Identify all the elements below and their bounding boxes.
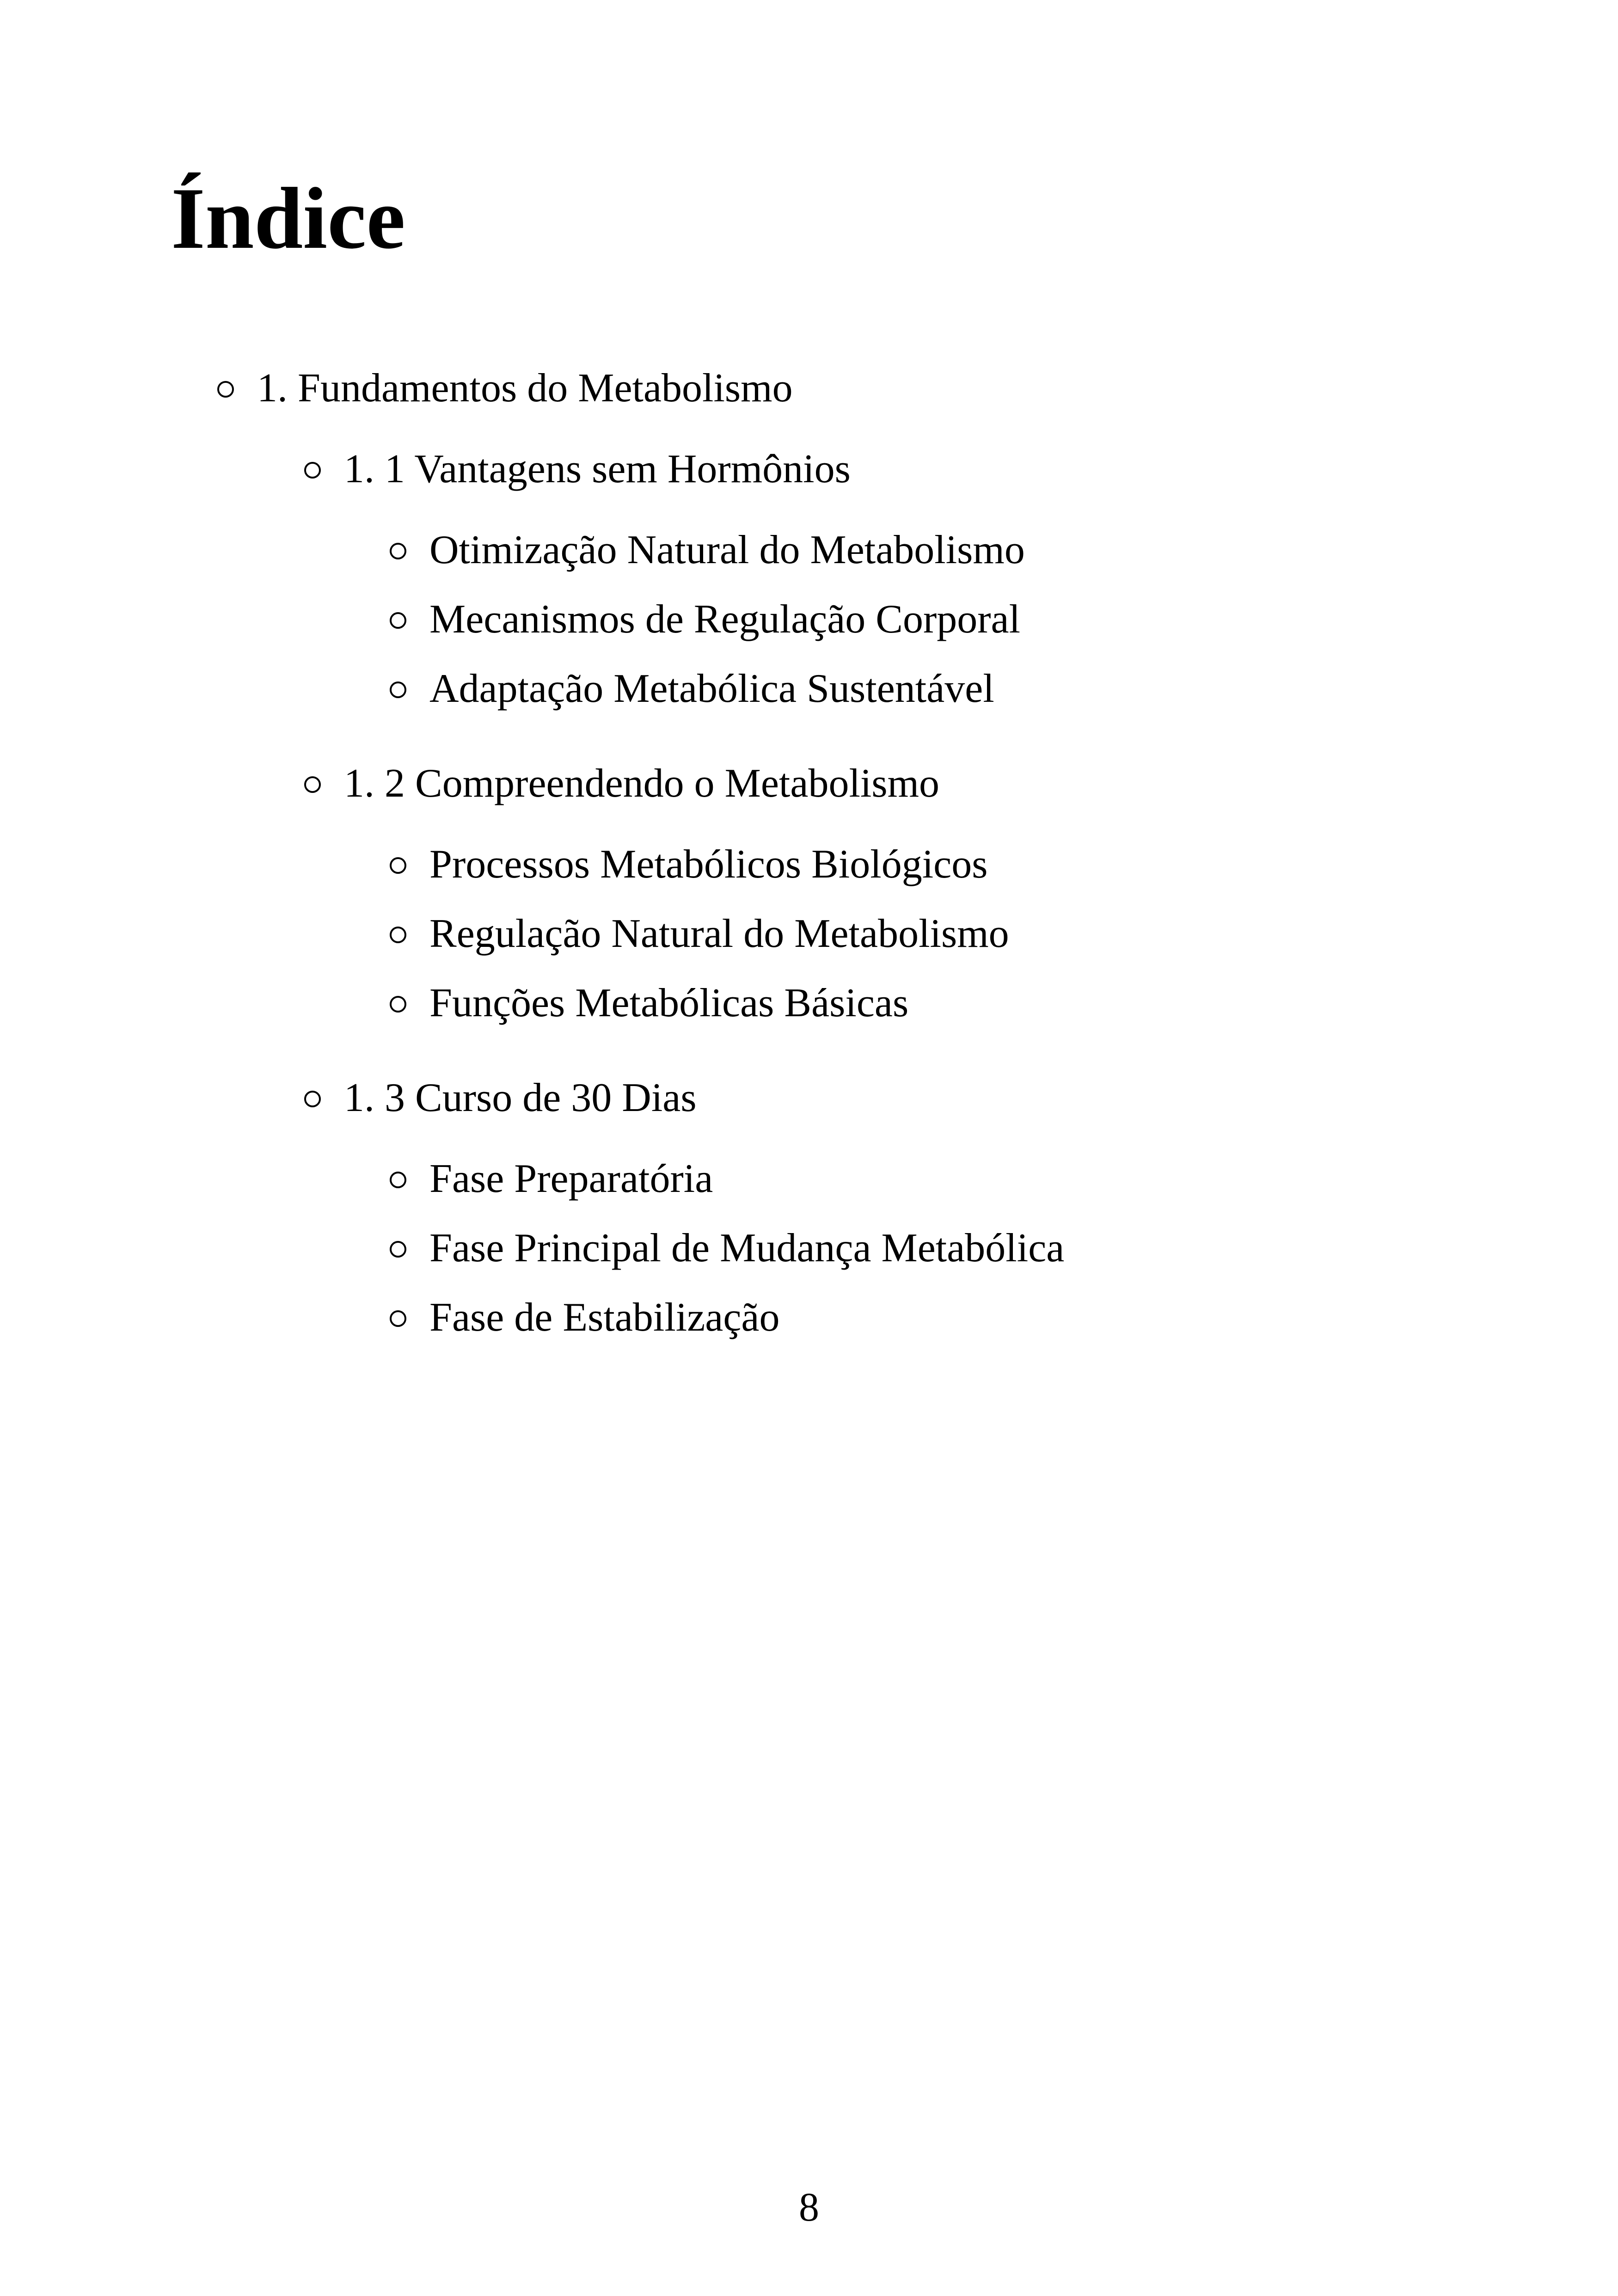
toc-item[interactable] <box>390 525 1025 576</box>
page-title: Índice <box>171 170 405 267</box>
circle-bullet-icon <box>304 462 321 479</box>
toc-item[interactable] <box>390 1154 713 1204</box>
toc-item[interactable] <box>390 978 908 1029</box>
toc-item[interactable] <box>390 663 994 714</box>
circle-bullet-icon <box>390 1241 406 1258</box>
toc-chapter-label: 1. Fundamentos do Metabolismo <box>257 366 793 411</box>
circle-bullet-icon <box>390 543 406 559</box>
toc-section[interactable] <box>304 444 851 495</box>
toc-item-label: Fase de Estabilização <box>429 1295 780 1340</box>
circle-bullet-icon <box>390 681 406 698</box>
toc-section[interactable] <box>304 758 939 809</box>
toc-item-label: Adaptação Metabólica Sustentável <box>429 666 994 711</box>
toc-item-label: Fase Preparatória <box>429 1156 713 1201</box>
toc-item[interactable] <box>390 839 987 890</box>
toc-item[interactable] <box>390 909 1009 959</box>
toc-item[interactable] <box>390 1223 1064 1274</box>
toc-section-label: 1. 1 Vantagens sem Hormônios <box>344 447 851 491</box>
circle-bullet-icon <box>390 857 406 874</box>
page-number: 8 <box>799 2185 819 2230</box>
toc-item-label: Funções Metabólicas Básicas <box>429 981 909 1025</box>
toc-section-label: 1. 3 Curso de 30 Dias <box>344 1075 697 1120</box>
circle-bullet-icon <box>390 996 406 1013</box>
toc-section-label: 1. 2 Compreendendo o Metabolismo <box>344 761 940 806</box>
toc-item-label: Processos Metabólicos Biológicos <box>429 842 988 887</box>
toc-chapter[interactable] <box>217 363 793 414</box>
circle-bullet-icon <box>390 927 406 943</box>
toc-item-label: Otimização Natural do Metabolismo <box>429 528 1025 572</box>
circle-bullet-icon <box>304 776 321 793</box>
toc-item[interactable] <box>390 1292 779 1343</box>
toc-item[interactable] <box>390 594 1020 645</box>
circle-bullet-icon <box>390 1310 406 1327</box>
toc-item-label: Regulação Natural do Metabolismo <box>429 911 1009 956</box>
toc-section[interactable] <box>304 1073 697 1123</box>
circle-bullet-icon <box>217 381 234 398</box>
circle-bullet-icon <box>390 1172 406 1188</box>
toc-item-label: Mecanismos de Regulação Corporal <box>429 597 1021 642</box>
circle-bullet-icon <box>390 612 406 629</box>
circle-bullet-icon <box>304 1091 321 1107</box>
toc-item-label: Fase Principal de Mudança Metabólica <box>429 1226 1065 1271</box>
